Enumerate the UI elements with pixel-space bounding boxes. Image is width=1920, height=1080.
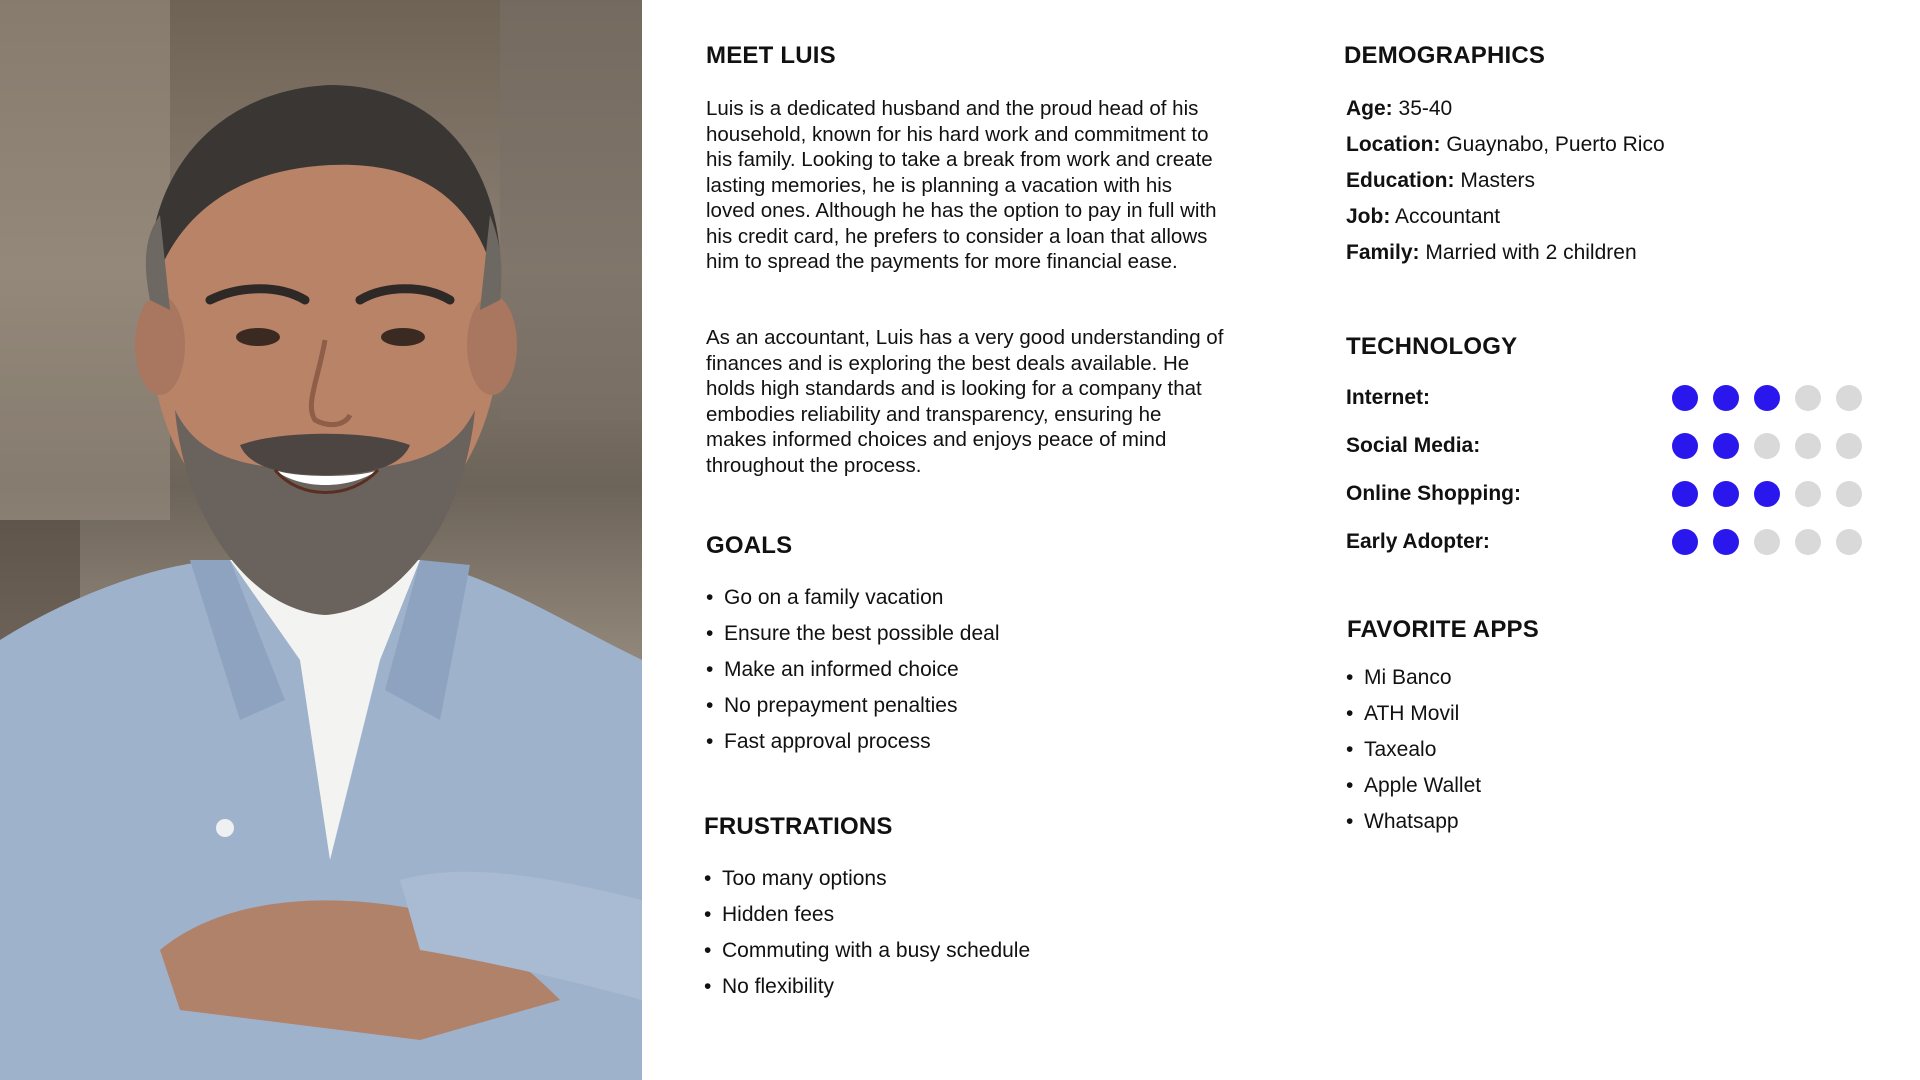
rating-dot-filled	[1713, 529, 1739, 555]
rating-dots	[1672, 385, 1862, 411]
bullet-icon: •	[1346, 774, 1354, 797]
demographic-job: Job: Accountant	[1346, 205, 1501, 228]
list-item: • Too many options	[704, 861, 1030, 897]
rating-dot-filled	[1754, 385, 1780, 411]
apps-title: FAVORITE APPS	[1347, 616, 1539, 643]
rating-dot-empty	[1754, 529, 1780, 555]
rating-dot-empty	[1836, 481, 1862, 507]
rating-dot-filled	[1672, 385, 1698, 411]
bullet-icon: •	[706, 586, 714, 609]
tech-row-early-adopter	[1346, 522, 1866, 570]
meet-title: MEET LUIS	[706, 42, 836, 69]
list-item: • ATH Movil	[1346, 696, 1481, 732]
rating-dot-empty	[1836, 433, 1862, 459]
bullet-icon: •	[1346, 702, 1354, 725]
rating-dot-filled	[1713, 385, 1739, 411]
rating-dot-empty	[1795, 529, 1821, 555]
demographic-location: Location: Guaynabo, Puerto Rico	[1346, 133, 1665, 156]
rating-dot-filled	[1672, 529, 1698, 555]
list-item: • No flexibility	[704, 969, 1030, 1005]
rating-dot-filled	[1672, 481, 1698, 507]
rating-dots	[1672, 481, 1862, 507]
list-item: • Ensure the best possible deal	[706, 616, 1000, 652]
tech-row-social-media	[1346, 426, 1866, 474]
bullet-icon: •	[706, 658, 714, 681]
technology-ratings	[1346, 378, 1866, 570]
technology-title: TECHNOLOGY	[1346, 333, 1518, 360]
list-item: • Taxealo	[1346, 732, 1481, 768]
demographics-title: DEMOGRAPHICS	[1344, 42, 1546, 69]
list-item: • No prepayment penalties	[706, 688, 1000, 724]
tech-row-online-shopping	[1346, 474, 1866, 522]
bullet-icon: •	[706, 694, 714, 717]
rating-dot-empty	[1836, 529, 1862, 555]
rating-dot-filled	[1672, 433, 1698, 459]
list-item: • Commuting with a busy schedule	[704, 933, 1030, 969]
bullet-icon: •	[704, 867, 712, 890]
frustrations-title: FRUSTRATIONS	[704, 813, 893, 840]
bullet-icon: •	[704, 903, 712, 926]
list-item: • Mi Banco	[1346, 660, 1481, 696]
list-item: • Apple Wallet	[1346, 768, 1481, 804]
rating-dot-empty	[1795, 433, 1821, 459]
list-item: • Fast approval process	[706, 724, 1000, 760]
portrait-illustration	[0, 0, 642, 1080]
bullet-icon: •	[706, 622, 714, 645]
goals-list	[706, 580, 1000, 760]
list-item: • Whatsapp	[1346, 804, 1481, 840]
bullet-icon: •	[1346, 738, 1354, 761]
rating-dots	[1672, 433, 1862, 459]
bio-paragraph-1: Luis is a dedicated husband and the proud head of his household, known for his hard work and commitment to his family. Looking to take a break from work and create lasting memories, he is planning a vacation with his loved ones. Although he has the option to pay in full with his credit card, he prefers to consider a loan that allows him to spread the payments for more financial ease.	[706, 97, 1217, 273]
list-item: • Make an informed choice	[706, 652, 1000, 688]
rating-dot-filled	[1713, 481, 1739, 507]
tech-row-internet	[1346, 378, 1866, 426]
demographic-age: Age: 35-40	[1346, 97, 1453, 120]
demographics-list	[1346, 91, 1665, 271]
bullet-icon: •	[706, 730, 714, 753]
tech-label: Early Adopter:	[1346, 530, 1490, 553]
bio-paragraph-2: As an accountant, Luis has a very good understanding of finances and is exploring the best deals available. He holds high standards and is looking for a company that embodies reliability and transparency, ensuring he makes informed choices and enjoys peace of mind throughout the process.	[706, 326, 1224, 477]
list-item: • Hidden fees	[704, 897, 1030, 933]
goals-title: GOALS	[706, 532, 793, 559]
rating-dot-empty	[1795, 481, 1821, 507]
tech-label: Social Media:	[1346, 434, 1481, 457]
bullet-icon: •	[1346, 810, 1354, 833]
rating-dot-filled	[1754, 481, 1780, 507]
bullet-icon: •	[704, 975, 712, 998]
tech-label: Online Shopping:	[1346, 482, 1521, 505]
tech-label: Internet:	[1346, 386, 1430, 409]
demographic-family: Family: Married with 2 children	[1346, 241, 1637, 264]
bullet-icon: •	[704, 939, 712, 962]
rating-dot-empty	[1795, 385, 1821, 411]
list-item: • Go on a family vacation	[706, 580, 1000, 616]
apps-list	[1346, 660, 1481, 840]
rating-dot-empty	[1836, 385, 1862, 411]
rating-dot-filled	[1713, 433, 1739, 459]
demographic-education: Education: Masters	[1346, 169, 1536, 192]
frustrations-list	[704, 861, 1030, 1005]
rating-dots	[1672, 529, 1862, 555]
rating-dot-empty	[1754, 433, 1780, 459]
persona-photo	[0, 0, 642, 1080]
bullet-icon: •	[1346, 666, 1354, 689]
